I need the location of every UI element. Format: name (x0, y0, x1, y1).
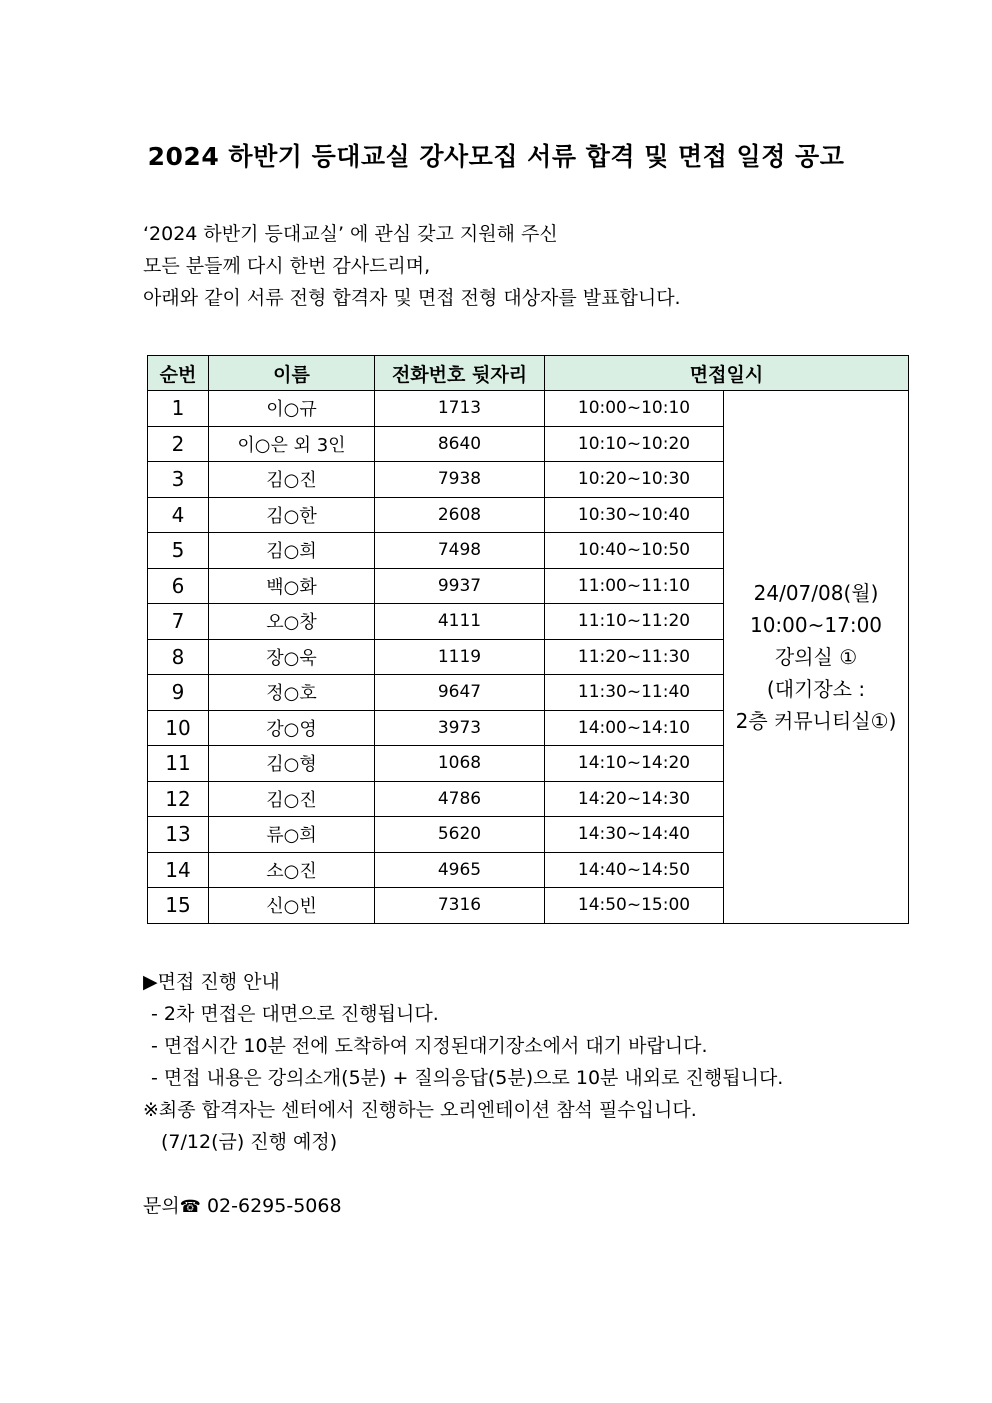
row-name: 이○은 외 3인 (209, 426, 375, 462)
interview-info-line: 강의실 ① (774, 644, 858, 669)
row-number: 2 (148, 426, 209, 462)
row-number: 9 (148, 675, 209, 711)
row-name: 김○형 (209, 746, 375, 782)
row-name: 정○호 (209, 675, 375, 711)
row-number: 1 (148, 391, 209, 427)
contact-label: 문의 (143, 1195, 180, 1217)
row-number: 10 (148, 710, 209, 746)
contact-info (143, 1190, 342, 1223)
row-name: 소○진 (209, 852, 375, 888)
phone-icon: ☎ (179, 1197, 201, 1217)
intro-line: 모든 분들께 다시 한번 감사드리며, (143, 255, 431, 277)
row-phone-suffix: 2608 (375, 497, 545, 533)
header-number: 순번 (148, 356, 209, 391)
table-body (148, 391, 909, 924)
row-name: 백○화 (209, 568, 375, 604)
row-phone-suffix: 7498 (375, 533, 545, 569)
notes-heading: ▶면접 진행 안내 (143, 971, 280, 993)
row-name: 김○희 (209, 533, 375, 569)
row-number: 6 (148, 568, 209, 604)
row-name: 류○희 (209, 817, 375, 853)
contact-phone: 02-6295-5068 (206, 1195, 342, 1217)
row-phone-suffix: 4111 (375, 604, 545, 640)
row-number: 13 (148, 817, 209, 853)
row-interview-time: 11:20~11:30 (545, 639, 724, 675)
row-phone-suffix: 4965 (375, 852, 545, 888)
interview-date-location-cell (724, 391, 909, 924)
row-interview-time: 10:10~10:20 (545, 426, 724, 462)
row-name: 김○한 (209, 497, 375, 533)
row-interview-time: 14:40~14:50 (545, 852, 724, 888)
intro-text (143, 218, 681, 314)
notes-item: - 면접시간 10분 전에 도착하여 지정된대기장소에서 대기 바랍니다. (151, 1035, 708, 1057)
interview-info-line: 2층 커뮤니티실①) (735, 708, 897, 733)
header-interview-datetime: 면접일시 (545, 356, 909, 391)
row-phone-suffix: 7316 (375, 888, 545, 924)
row-phone-suffix: 9937 (375, 568, 545, 604)
row-name: 김○진 (209, 781, 375, 817)
notes-item: - 면접 내용은 강의소개(5분) + 질의응답(5분)으로 10분 내외로 진행됩니다. (151, 1067, 784, 1089)
row-interview-time: 10:40~10:50 (545, 533, 724, 569)
notes-item: - 2차 면접은 대면으로 진행됩니다. (151, 1003, 439, 1025)
row-interview-time: 10:20~10:30 (545, 462, 724, 498)
row-number: 4 (148, 497, 209, 533)
row-interview-time: 11:00~11:10 (545, 568, 724, 604)
row-interview-time: 14:10~14:20 (545, 746, 724, 782)
notes-final-sub: (7/12(금) 진행 예정) (161, 1131, 338, 1153)
row-phone-suffix: 8640 (375, 426, 545, 462)
row-number: 11 (148, 746, 209, 782)
page-title: 2024 하반기 등대교실 강사모집 서류 합격 및 면접 일정 공고 (147, 142, 845, 171)
table-header-row (148, 356, 909, 391)
row-number: 3 (148, 462, 209, 498)
row-interview-time: 14:30~14:40 (545, 817, 724, 853)
row-name: 오○창 (209, 604, 375, 640)
row-interview-time: 10:00~10:10 (545, 391, 724, 427)
row-phone-suffix: 5620 (375, 817, 545, 853)
intro-line: ‘2024 하반기 등대교실’ 에 관심 갖고 지원해 주신 (143, 223, 558, 245)
row-interview-time: 11:10~11:20 (545, 604, 724, 640)
intro-line: 아래와 같이 서류 전형 합격자 및 면접 전형 대상자를 발표합니다. (143, 287, 681, 309)
interview-info-line: (대기장소 : (766, 676, 866, 701)
row-interview-time: 14:20~14:30 (545, 781, 724, 817)
row-interview-time: 11:30~11:40 (545, 675, 724, 711)
interview-info-line: 24/07/08(월) (753, 580, 879, 605)
row-interview-time: 10:30~10:40 (545, 497, 724, 533)
row-phone-suffix: 4786 (375, 781, 545, 817)
row-phone-suffix: 9647 (375, 675, 545, 711)
row-name: 장○욱 (209, 639, 375, 675)
row-phone-suffix: 3973 (375, 710, 545, 746)
row-name: 이○규 (209, 391, 375, 427)
interview-schedule-table (147, 355, 909, 924)
row-number: 14 (148, 852, 209, 888)
row-phone-suffix: 1068 (375, 746, 545, 782)
row-number: 7 (148, 604, 209, 640)
row-name: 신○빈 (209, 888, 375, 924)
row-name: 김○진 (209, 462, 375, 498)
row-interview-time: 14:50~15:00 (545, 888, 724, 924)
row-phone-suffix: 1119 (375, 639, 545, 675)
row-phone-suffix: 7938 (375, 462, 545, 498)
row-name: 강○영 (209, 710, 375, 746)
row-number: 12 (148, 781, 209, 817)
header-phone: 전화번호 뒷자리 (375, 356, 545, 391)
row-number: 8 (148, 639, 209, 675)
row-number: 5 (148, 533, 209, 569)
notes-final: ※최종 합격자는 센터에서 진행하는 오리엔테이션 참석 필수입니다. (143, 1099, 697, 1121)
interview-notes (143, 966, 783, 1158)
interview-info-line: 10:00~17:00 (749, 612, 883, 637)
row-interview-time: 14:00~14:10 (545, 710, 724, 746)
table-row (148, 391, 909, 427)
row-phone-suffix: 1713 (375, 391, 545, 427)
row-number: 15 (148, 888, 209, 924)
header-name: 이름 (209, 356, 375, 391)
